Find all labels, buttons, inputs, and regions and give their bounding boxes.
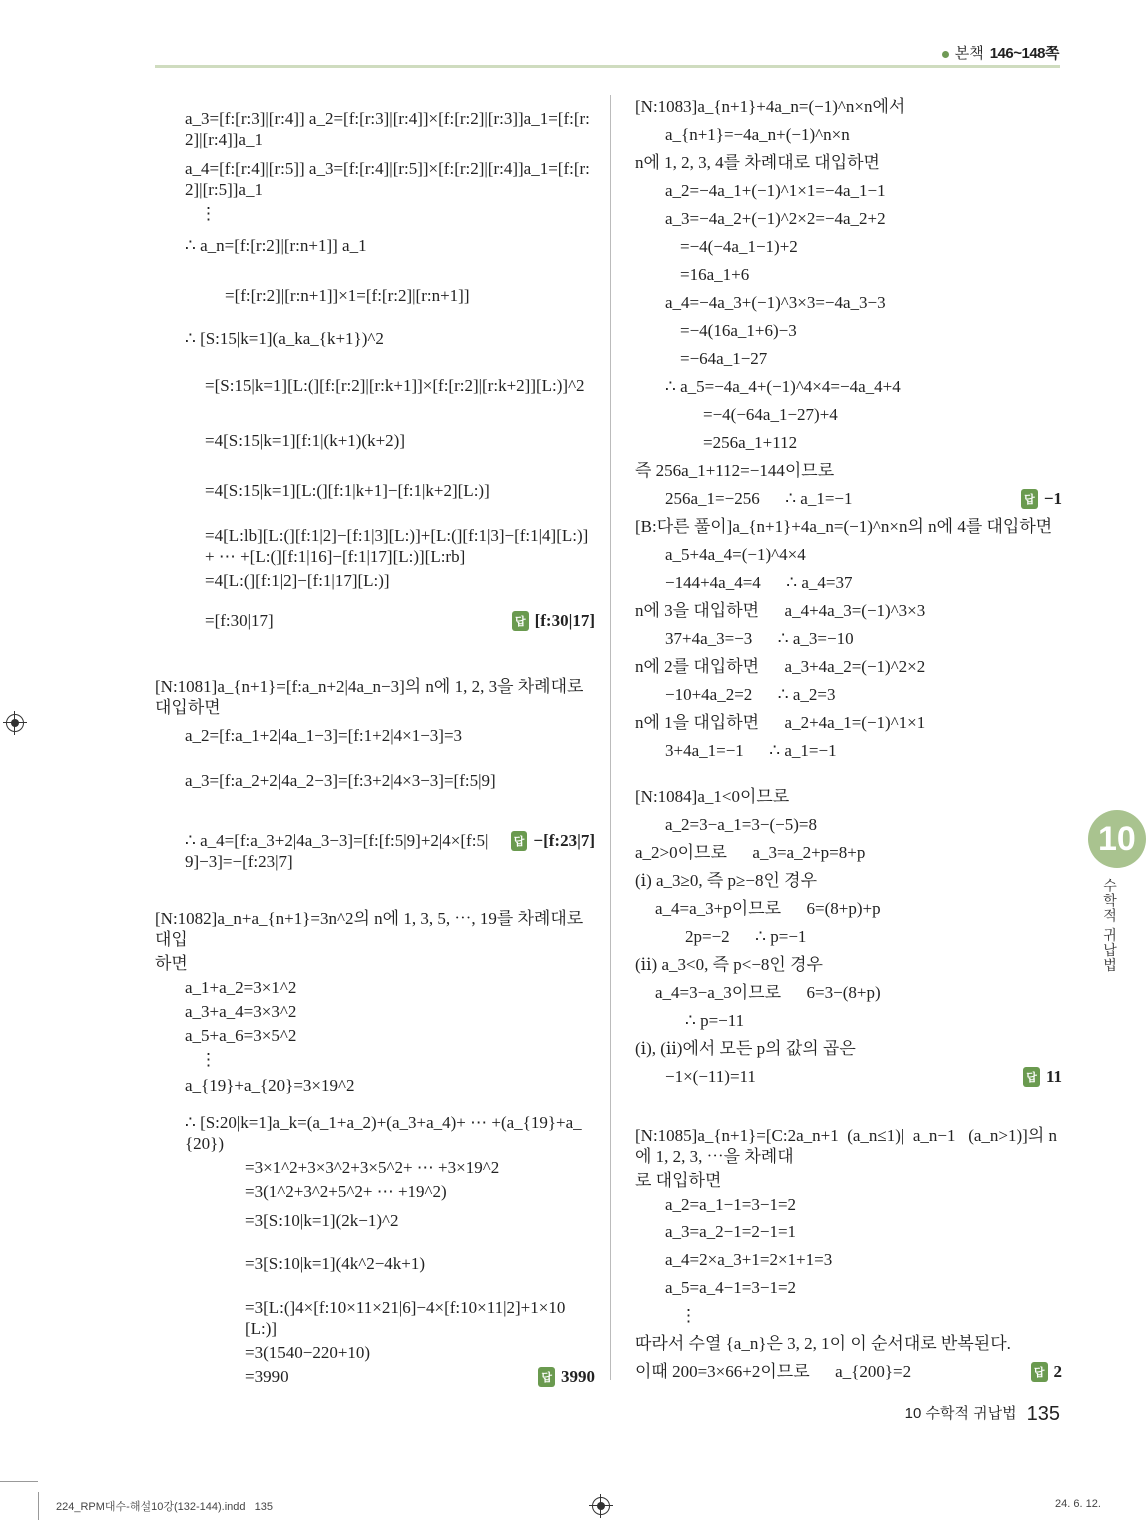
solution-text: a_4=a_3+p이므로 6=(8+p)+p	[655, 899, 881, 918]
solution-text: =−4(16a_1+6)−3	[680, 321, 797, 340]
solution-text: −1×(−11)=11	[665, 1067, 756, 1086]
left-solution-line	[185, 108, 595, 150]
solution-text: =3(1^2+3^2+5^2+ ⋯ +19^2)	[245, 1182, 447, 1201]
right-solution-line	[665, 292, 1062, 313]
solution-text: a_3=[f:[r:3]|[r:4]] a_2=[f:[r:3]|[r:4]]×[f:[r:2]|[r:3]]a_1=[f:[r:2]|[r:4]]a_1	[185, 109, 590, 149]
left-solution-line	[185, 977, 595, 998]
solution-text: [N:1083]a_{n+1}+4a_n=(−1)^n×n에서	[635, 97, 906, 116]
right-solution-line	[635, 1361, 1062, 1382]
left-solution-line	[200, 203, 595, 224]
solution-text: ∴ [S:20|k=1]a_k=(a_1+a_2)+(a_3+a_4)+ ⋯ +(a_{19}+a_{20})	[185, 1113, 582, 1153]
crop-mark	[38, 1492, 39, 1520]
solution-text: 2p=−2 ∴ p=−1	[685, 927, 807, 946]
right-solution-line	[703, 404, 1062, 425]
right-solution-line	[635, 1170, 1062, 1191]
answer-tag: 답	[512, 611, 529, 631]
solution-text: a_2=[f:a_1+2|4a_1−3]=[f:1+2|4×1−3]=3	[185, 726, 463, 745]
right-solution-line	[655, 898, 1062, 919]
left-answer	[511, 830, 595, 851]
left-solution-line	[185, 328, 595, 349]
right-solution-line	[680, 348, 1062, 369]
right-answer	[1023, 1066, 1062, 1087]
answer-tag: 답	[1031, 1362, 1048, 1382]
crop-mark	[0, 1481, 38, 1482]
left-solution-line	[200, 1049, 595, 1070]
page-number: 135	[1026, 1403, 1060, 1425]
left-solution-line	[185, 770, 595, 791]
solution-text: =3[S:10|k=1](2k−1)^2	[245, 1211, 399, 1230]
right-solution-line	[680, 236, 1062, 257]
right-solution-line	[665, 544, 1062, 565]
right-answer	[1031, 1361, 1062, 1382]
solution-text: =4[S:15|k=1][f:1|(k+1)(k+2)]	[205, 431, 406, 450]
chapter-tab-label: 수학적 귀납법	[1102, 878, 1118, 973]
bullet-icon	[942, 51, 949, 58]
solution-text: [N:1085]a_{n+1}=[C:2a_n+1 (a_n≤1)| a_n−1 (a_n>1)]의 n에 1, 2, 3, ⋯을 차례대	[635, 1126, 1057, 1166]
right-solution-line	[635, 656, 1062, 677]
right-solution-line	[685, 926, 1062, 947]
solution-text: ∴ a_4=[f:a_3+2|4a_3−3]=[f:[f:5|9]+2|4×[f:5|9]−3]=−[f:23|7]	[185, 831, 489, 871]
header-rule	[155, 65, 1060, 68]
solution-text: ⋮	[200, 204, 217, 223]
left-solution-line	[245, 1253, 595, 1274]
solution-text: a_2=3−a_1=3−(−5)=8	[665, 815, 817, 834]
solution-text: a_4=[f:[r:4]|[r:5]] a_3=[f:[r:4]|[r:5]]×[f:[r:2]|[r:4]]a_1=[f:[r:2]|[r:5]]a_1	[185, 159, 590, 199]
solution-text: (ⅰ) a_3≥0, 즉 p≥−8인 경우	[635, 871, 817, 890]
solution-text: ∴ [S:15|k=1](a_ka_{k+1})^2	[185, 329, 384, 348]
solution-text: 즉 256a_1+112=−144이므로	[635, 461, 835, 480]
solution-text: 로 대입하면	[635, 1171, 722, 1190]
solution-text: a_{19}+a_{20}=3×19^2	[185, 1076, 355, 1095]
registration-mark-icon	[6, 714, 24, 732]
solution-text: ∴ a_5=−4a_4+(−1)^4×4=−4a_4+4	[665, 377, 901, 396]
solution-text: a_5+4a_4=(−1)^4×4	[665, 545, 806, 564]
solution-text: =[f:30|17]	[205, 611, 274, 630]
page-range: 146~148쪽	[989, 45, 1059, 62]
right-solution-line	[635, 842, 1062, 863]
right-solution-line	[680, 320, 1062, 341]
answer-tag: 답	[511, 831, 528, 851]
answer-value: −[f:23|7]	[533, 831, 595, 850]
right-solution-line	[635, 1038, 1062, 1059]
right-solution-line	[680, 1305, 1062, 1326]
left-solution-line	[205, 525, 595, 567]
solution-text: 256a_1=−256 ∴ a_1=−1	[665, 489, 853, 508]
solution-text: 따라서 수열 {a_n}은 3, 2, 1이 이 순서대로 반복된다.	[635, 1334, 1011, 1353]
right-solution-line	[665, 488, 1062, 509]
solution-text: 37+4a_3=−3 ∴ a_3=−10	[665, 629, 854, 648]
right-solution-line	[665, 628, 1062, 649]
solution-text: a_{n+1}=−4a_n+(−1)^n×n	[665, 125, 850, 144]
solution-text: =3990	[245, 1367, 289, 1386]
solution-text: =−4(−64a_1−27)+4	[703, 405, 838, 424]
left-solution-line	[245, 1210, 595, 1231]
left-solution-line	[245, 1157, 595, 1178]
right-solution-line	[680, 264, 1062, 285]
left-solution-line	[205, 375, 595, 396]
right-solution-line	[665, 1194, 1062, 1215]
right-solution-line	[665, 376, 1062, 397]
right-solution-line	[665, 740, 1062, 761]
solution-text: (ⅱ) a_3<0, 즉 p<−8인 경우	[635, 955, 823, 974]
page-footer	[905, 1402, 1060, 1426]
solution-text: =3×1^2+3×3^2+3×5^2+ ⋯ +3×19^2	[245, 1158, 500, 1177]
solution-text: n에 1, 2, 3, 4를 차례대로 대입하면	[635, 153, 880, 172]
right-solution-line	[665, 1221, 1062, 1242]
footer-chapter: 10 수학적 귀납법	[904, 1405, 1017, 1422]
solution-text: =4[L:lb][L:(][f:1|2]−[f:1|3][L:)]+[L:(][f:1|3]−[f:1|4][L:)]+ ⋯ +[L:(][f:1|16]−[f:1|17][L:)][L:rb]	[205, 526, 589, 566]
solution-text: a_5=a_4−1=3−1=2	[665, 1278, 797, 1297]
solution-text: a_2=a_1−1=3−1=2	[665, 1195, 797, 1214]
left-solution-line	[155, 908, 595, 950]
left-solution-line	[245, 1366, 595, 1387]
left-solution-line	[245, 1181, 595, 1202]
solution-text: ∴ a_n=[f:[r:2]|[r:n+1]] a_1	[185, 236, 367, 255]
solution-text: =3[L:(]4×[f:10×11×21|6]−4×[f:10×11|2]+1×10[L:)]	[245, 1298, 566, 1338]
solution-text: a_4=−4a_3+(−1)^3×3=−4a_3−3	[665, 293, 886, 312]
solution-text: =−4(−4a_1−1)+2	[680, 237, 798, 256]
solution-text: =256a_1+112	[703, 433, 798, 452]
right-answer	[1021, 488, 1062, 509]
right-solution-line	[635, 152, 1062, 173]
answer-value: [f:30|17]	[534, 611, 595, 630]
solution-text: [B:다른 풀이]a_{n+1}+4a_n=(−1)^n×n의 n에 4를 대입하면	[635, 517, 1053, 536]
solution-text: =[S:15|k=1][L:(][f:[r:2]|[r:k+1]]×[f:[r:2]|[r:k+2]][L:)]^2	[205, 376, 585, 395]
right-solution-line	[635, 460, 1062, 481]
solution-text: =3[S:10|k=1](4k^2−4k+1)	[245, 1254, 426, 1273]
right-solution-line	[635, 96, 1062, 117]
solution-text: [N:1082]a_n+a_{n+1}=3n^2의 n에 1, 3, 5, ⋯, 19를 차례대로 대입	[155, 909, 588, 949]
right-solution-line	[635, 516, 1062, 537]
answer-value: 3990	[561, 1367, 595, 1386]
answer-tag: 답	[538, 1367, 555, 1387]
right-solution-line	[665, 1249, 1062, 1270]
right-solution-line	[665, 180, 1062, 201]
right-solution-line	[665, 814, 1062, 835]
right-solution-line	[665, 1277, 1062, 1298]
solution-text: ⋮	[680, 1306, 697, 1325]
left-solution-line	[185, 830, 595, 872]
solution-text: =4[L:(][f:1|2]−[f:1|17][L:)]	[205, 571, 390, 590]
left-solution-line	[205, 480, 595, 501]
solution-text: a_2=−4a_1+(−1)^1×1=−4a_1−1	[665, 181, 886, 200]
answer-value: 2	[1053, 1362, 1062, 1381]
right-solution-line	[665, 208, 1062, 229]
left-solution-line	[245, 1297, 595, 1339]
right-solution-line	[665, 572, 1062, 593]
solution-text: a_3+a_4=3×3^2	[185, 1002, 297, 1021]
left-answer	[538, 1366, 595, 1387]
solution-text: n에 1을 대입하면 a_2+4a_1=(−1)^1×1	[635, 713, 926, 732]
solution-text: =[f:[r:2]|[r:n+1]]×1=[f:[r:2]|[r:n+1]]	[225, 286, 470, 305]
answer-tag: 답	[1021, 489, 1038, 509]
section-marker: 본책	[954, 45, 984, 62]
left-solution-line	[185, 1112, 595, 1154]
solution-text: =16a_1+6	[680, 265, 750, 284]
solution-text: (ⅰ), (ⅱ)에서 모든 p의 값의 곱은	[635, 1039, 856, 1058]
column-divider	[610, 95, 611, 1380]
solution-text: ⋮	[200, 1050, 217, 1069]
right-solution-line	[665, 684, 1062, 705]
solution-text: a_4=2×a_3+1=2×1+1=3	[665, 1250, 833, 1269]
left-solution-line	[185, 158, 595, 200]
answer-value: 11	[1045, 1067, 1062, 1086]
left-solution-line	[155, 676, 595, 718]
solution-text: n에 3을 대입하면 a_4+4a_3=(−1)^3×3	[635, 601, 926, 620]
right-solution-line	[685, 1010, 1062, 1031]
solution-text: a_1+a_2=3×1^2	[185, 978, 297, 997]
left-solution-line	[185, 1075, 595, 1096]
left-solution-line	[185, 235, 595, 256]
solution-text: n에 2를 대입하면 a_3+4a_2=(−1)^2×2	[635, 657, 926, 676]
left-solution-line	[205, 430, 595, 451]
solution-text: −10+4a_2=2 ∴ a_2=3	[665, 685, 836, 704]
right-solution-line	[635, 870, 1062, 891]
solution-text: 하면	[155, 954, 188, 973]
left-solution-line	[245, 1342, 595, 1363]
solution-text: =−64a_1−27	[680, 349, 768, 368]
solution-text: [N:1084]a_1<0이므로	[635, 787, 790, 806]
left-solution-line	[185, 725, 595, 746]
print-slug-file: 224_RPM대수-해설10강(132-144).indd 135	[56, 1501, 274, 1513]
left-solution-line	[205, 610, 595, 631]
right-solution-line	[635, 712, 1062, 733]
solution-text: 이때 200=3×66+2이므로 a_{200}=2	[635, 1362, 912, 1381]
right-solution-line	[635, 1125, 1062, 1167]
print-slug-date: 24. 6. 12.	[1055, 1498, 1101, 1510]
right-solution-line	[703, 432, 1062, 453]
right-solution-line	[665, 1066, 1062, 1087]
right-solution-line	[665, 124, 1062, 145]
solution-text: =3(1540−220+10)	[245, 1343, 371, 1362]
solution-text: =4[S:15|k=1][L:(][f:1|k+1]−[f:1|k+2][L:)]	[205, 481, 490, 500]
chapter-tab: 10	[1088, 810, 1146, 868]
left-solution-line	[185, 1001, 595, 1022]
left-solution-line	[205, 570, 595, 591]
solution-text: a_2>0이므로 a_3=a_2+p=8+p	[635, 843, 866, 862]
solution-text: a_4=3−a_3이므로 6=3−(8+p)	[655, 983, 881, 1002]
answer-tag: 답	[1023, 1067, 1040, 1087]
answer-value: −1	[1043, 489, 1062, 508]
solution-text: a_3=[f:a_2+2|4a_2−3]=[f:3+2|4×3−3]=[f:5|9]	[185, 771, 496, 790]
left-solution-line	[155, 953, 595, 974]
solution-text: [N:1081]a_{n+1}=[f:a_n+2|4a_n−3]의 n에 1, 2, 3을 차례대로 대입하면	[155, 677, 588, 717]
right-solution-line	[635, 1333, 1062, 1354]
registration-mark-icon	[592, 1497, 610, 1515]
right-solution-line	[635, 600, 1062, 621]
solution-text: ∴ p=−11	[685, 1011, 745, 1030]
left-solution-line	[185, 1025, 595, 1046]
solution-text: −144+4a_4=4 ∴ a_4=37	[665, 573, 853, 592]
solution-text: 3+4a_1=−1 ∴ a_1=−1	[665, 741, 837, 760]
right-solution-line	[635, 786, 1062, 807]
solution-text: a_3=a_2−1=2−1=1	[665, 1222, 797, 1241]
right-solution-line	[635, 954, 1062, 975]
solution-text: a_3=−4a_2+(−1)^2×2=−4a_2+2	[665, 209, 886, 228]
right-solution-line	[655, 982, 1062, 1003]
page-reference	[942, 42, 1059, 63]
left-solution-line	[225, 285, 595, 306]
solution-text: a_5+a_6=3×5^2	[185, 1026, 297, 1045]
left-answer	[512, 610, 595, 631]
